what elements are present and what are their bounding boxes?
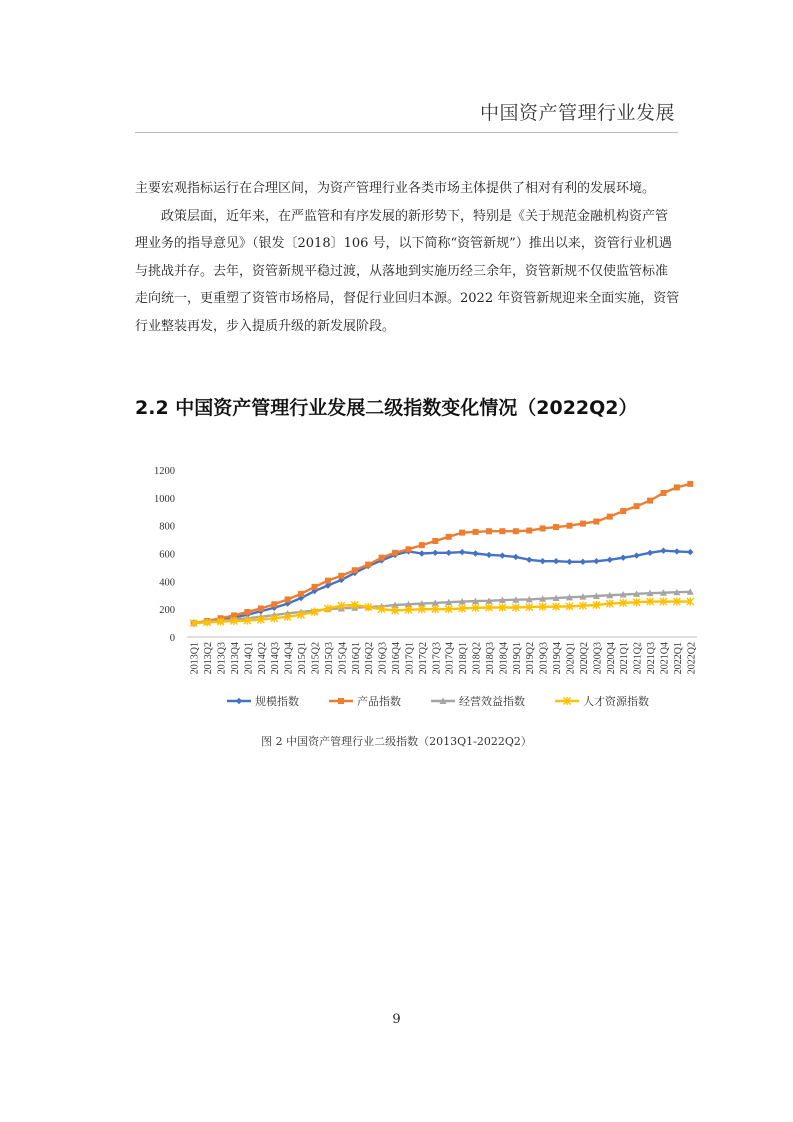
data-point [446,550,452,556]
x-tick-label: 2021Q3 [646,642,658,675]
x-tick-label: 2015Q4 [337,642,349,675]
x-tick-label: 2015Q2 [310,642,322,675]
line-chart [135,455,705,725]
y-tick-label: 1200 [154,466,175,477]
data-point [285,596,291,602]
x-tick-label: 2021Q4 [659,642,671,675]
data-point [379,555,385,561]
data-point [432,538,438,544]
x-tick-label: 2021Q1 [619,642,631,675]
data-point [580,559,586,565]
data-point [258,605,264,611]
data-point [513,528,519,534]
legend-label: 人才资源指数 [583,696,649,708]
data-point [513,554,519,560]
x-tick-label: 2018Q3 [484,642,496,675]
data-point [539,558,545,564]
x-tick-label: 2017Q1 [404,642,416,675]
data-point [499,528,505,534]
x-tick-label: 2013Q2 [203,642,215,675]
series-line [194,602,691,624]
data-point [567,523,573,529]
data-point [593,558,599,564]
x-tick-label: 2022Q2 [686,642,698,675]
data-point [459,530,465,536]
y-tick-label: 800 [159,521,175,533]
data-point [446,534,452,540]
data-point [660,490,666,496]
data-point [405,546,411,552]
x-tick-label: 2018Q4 [498,642,510,675]
body-text [135,175,680,340]
data-point [620,554,626,560]
data-point [325,578,331,584]
data-point [553,558,559,564]
data-point [526,528,532,534]
data-point [499,552,505,558]
data-point [553,524,559,530]
section-title: 2.2 中国资产管理行业发展二级指数变化情况（2022Q2） [135,397,638,419]
legend-label: 产品指数 [357,696,401,708]
x-tick-label: 2019Q4 [552,642,564,675]
data-point [566,559,572,565]
y-tick-label: 200 [159,605,175,617]
data-point [244,609,250,615]
data-point [647,550,653,556]
running-header: 中国资产管理行业发展 [479,102,675,124]
page-number: 9 [392,1012,401,1027]
data-point [392,550,398,556]
x-tick-label: 2018Q1 [458,642,470,675]
data-point [236,698,242,704]
y-tick-label: 1000 [154,493,175,505]
data-point [620,508,626,514]
x-tick-label: 2017Q2 [417,642,429,675]
x-tick-label: 2015Q3 [323,642,335,675]
x-tick-label: 2016Q4 [391,642,403,675]
data-point [473,529,479,535]
x-tick-label: 2013Q3 [216,642,228,675]
x-tick-label: 2020Q2 [578,642,590,675]
x-tick-label: 2020Q3 [592,642,604,675]
x-tick-label: 2016Q1 [350,642,362,675]
data-point [607,514,613,520]
data-point [593,518,599,524]
data-point [633,552,639,558]
y-tick-label: 0 [169,633,175,644]
x-tick-label: 2013Q1 [189,642,201,675]
data-point [540,525,546,531]
data-point [352,567,358,573]
paragraph-1: 主要宏观指标运行在合理区间，为资产管理行业各类市场主体提供了相对有利的发展环境。 [135,181,656,196]
data-point [674,548,680,554]
data-point [526,557,532,563]
data-point [459,549,465,555]
x-tick-label: 2020Q1 [565,642,577,675]
header-rule [135,132,678,133]
data-point [419,550,425,556]
x-tick-label: 2019Q2 [525,642,537,675]
data-point [687,481,693,487]
data-point [338,573,344,579]
y-tick-label: 400 [159,577,175,589]
data-point [674,484,680,490]
data-point [607,557,613,563]
data-point [580,521,586,527]
data-point [634,503,640,509]
data-point [472,550,478,556]
data-point [432,550,438,556]
x-tick-label: 2014Q1 [243,642,255,675]
x-tick-label: 2019Q1 [511,642,523,675]
x-tick-label: 2017Q3 [431,642,443,675]
data-point [312,584,318,590]
data-point [687,549,693,555]
x-tick-label: 2014Q2 [256,642,268,675]
legend-label: 经营效益指数 [459,696,525,708]
data-point [419,542,425,548]
x-tick-label: 2015Q1 [297,642,309,675]
data-point [486,552,492,558]
data-point [647,498,653,504]
data-point [338,698,344,704]
x-tick-label: 2021Q2 [632,642,644,675]
x-tick-label: 2014Q3 [270,642,282,675]
legend-label: 规模指数 [255,696,299,708]
paragraph-2: 政策层面，近年来，在严监管和有序发展的新形势下，特别是《关于规范金融机构资产管理业务的指导意见》（银发〔2018〕106 号，以下简称“资管新规”）推出以来，资管行业机遇与挑战并存。去年，资管新规平稳过渡，从落地到实施历经三余年，资管新规不仅使监管标准走向统一，更重塑了资管市场格局，督促行业回归本源。2022 年资管新规迎来全面实施，资管行业整装再发，步入提质升级的新发展阶段。 [135,208,680,334]
x-tick-label: 2016Q3 [377,642,389,675]
series-line [194,551,691,623]
x-tick-label: 2014Q4 [283,642,295,675]
figure-caption: 图 2 中国资产管理行业二级指数（2013Q1-2022Q2） [261,735,532,748]
x-tick-label: 2017Q4 [444,642,456,675]
data-point [486,528,492,534]
data-point [660,548,666,554]
data-point [298,591,304,597]
x-tick-label: 2013Q4 [229,642,241,675]
y-tick-label: 600 [159,549,175,561]
x-tick-label: 2022Q1 [672,642,684,675]
x-tick-label: 2018Q2 [471,642,483,675]
x-tick-label: 2016Q2 [364,642,376,675]
x-tick-label: 2019Q3 [538,642,550,675]
data-point [365,562,371,568]
data-point [271,601,277,607]
x-tick-label: 2020Q4 [605,642,617,675]
